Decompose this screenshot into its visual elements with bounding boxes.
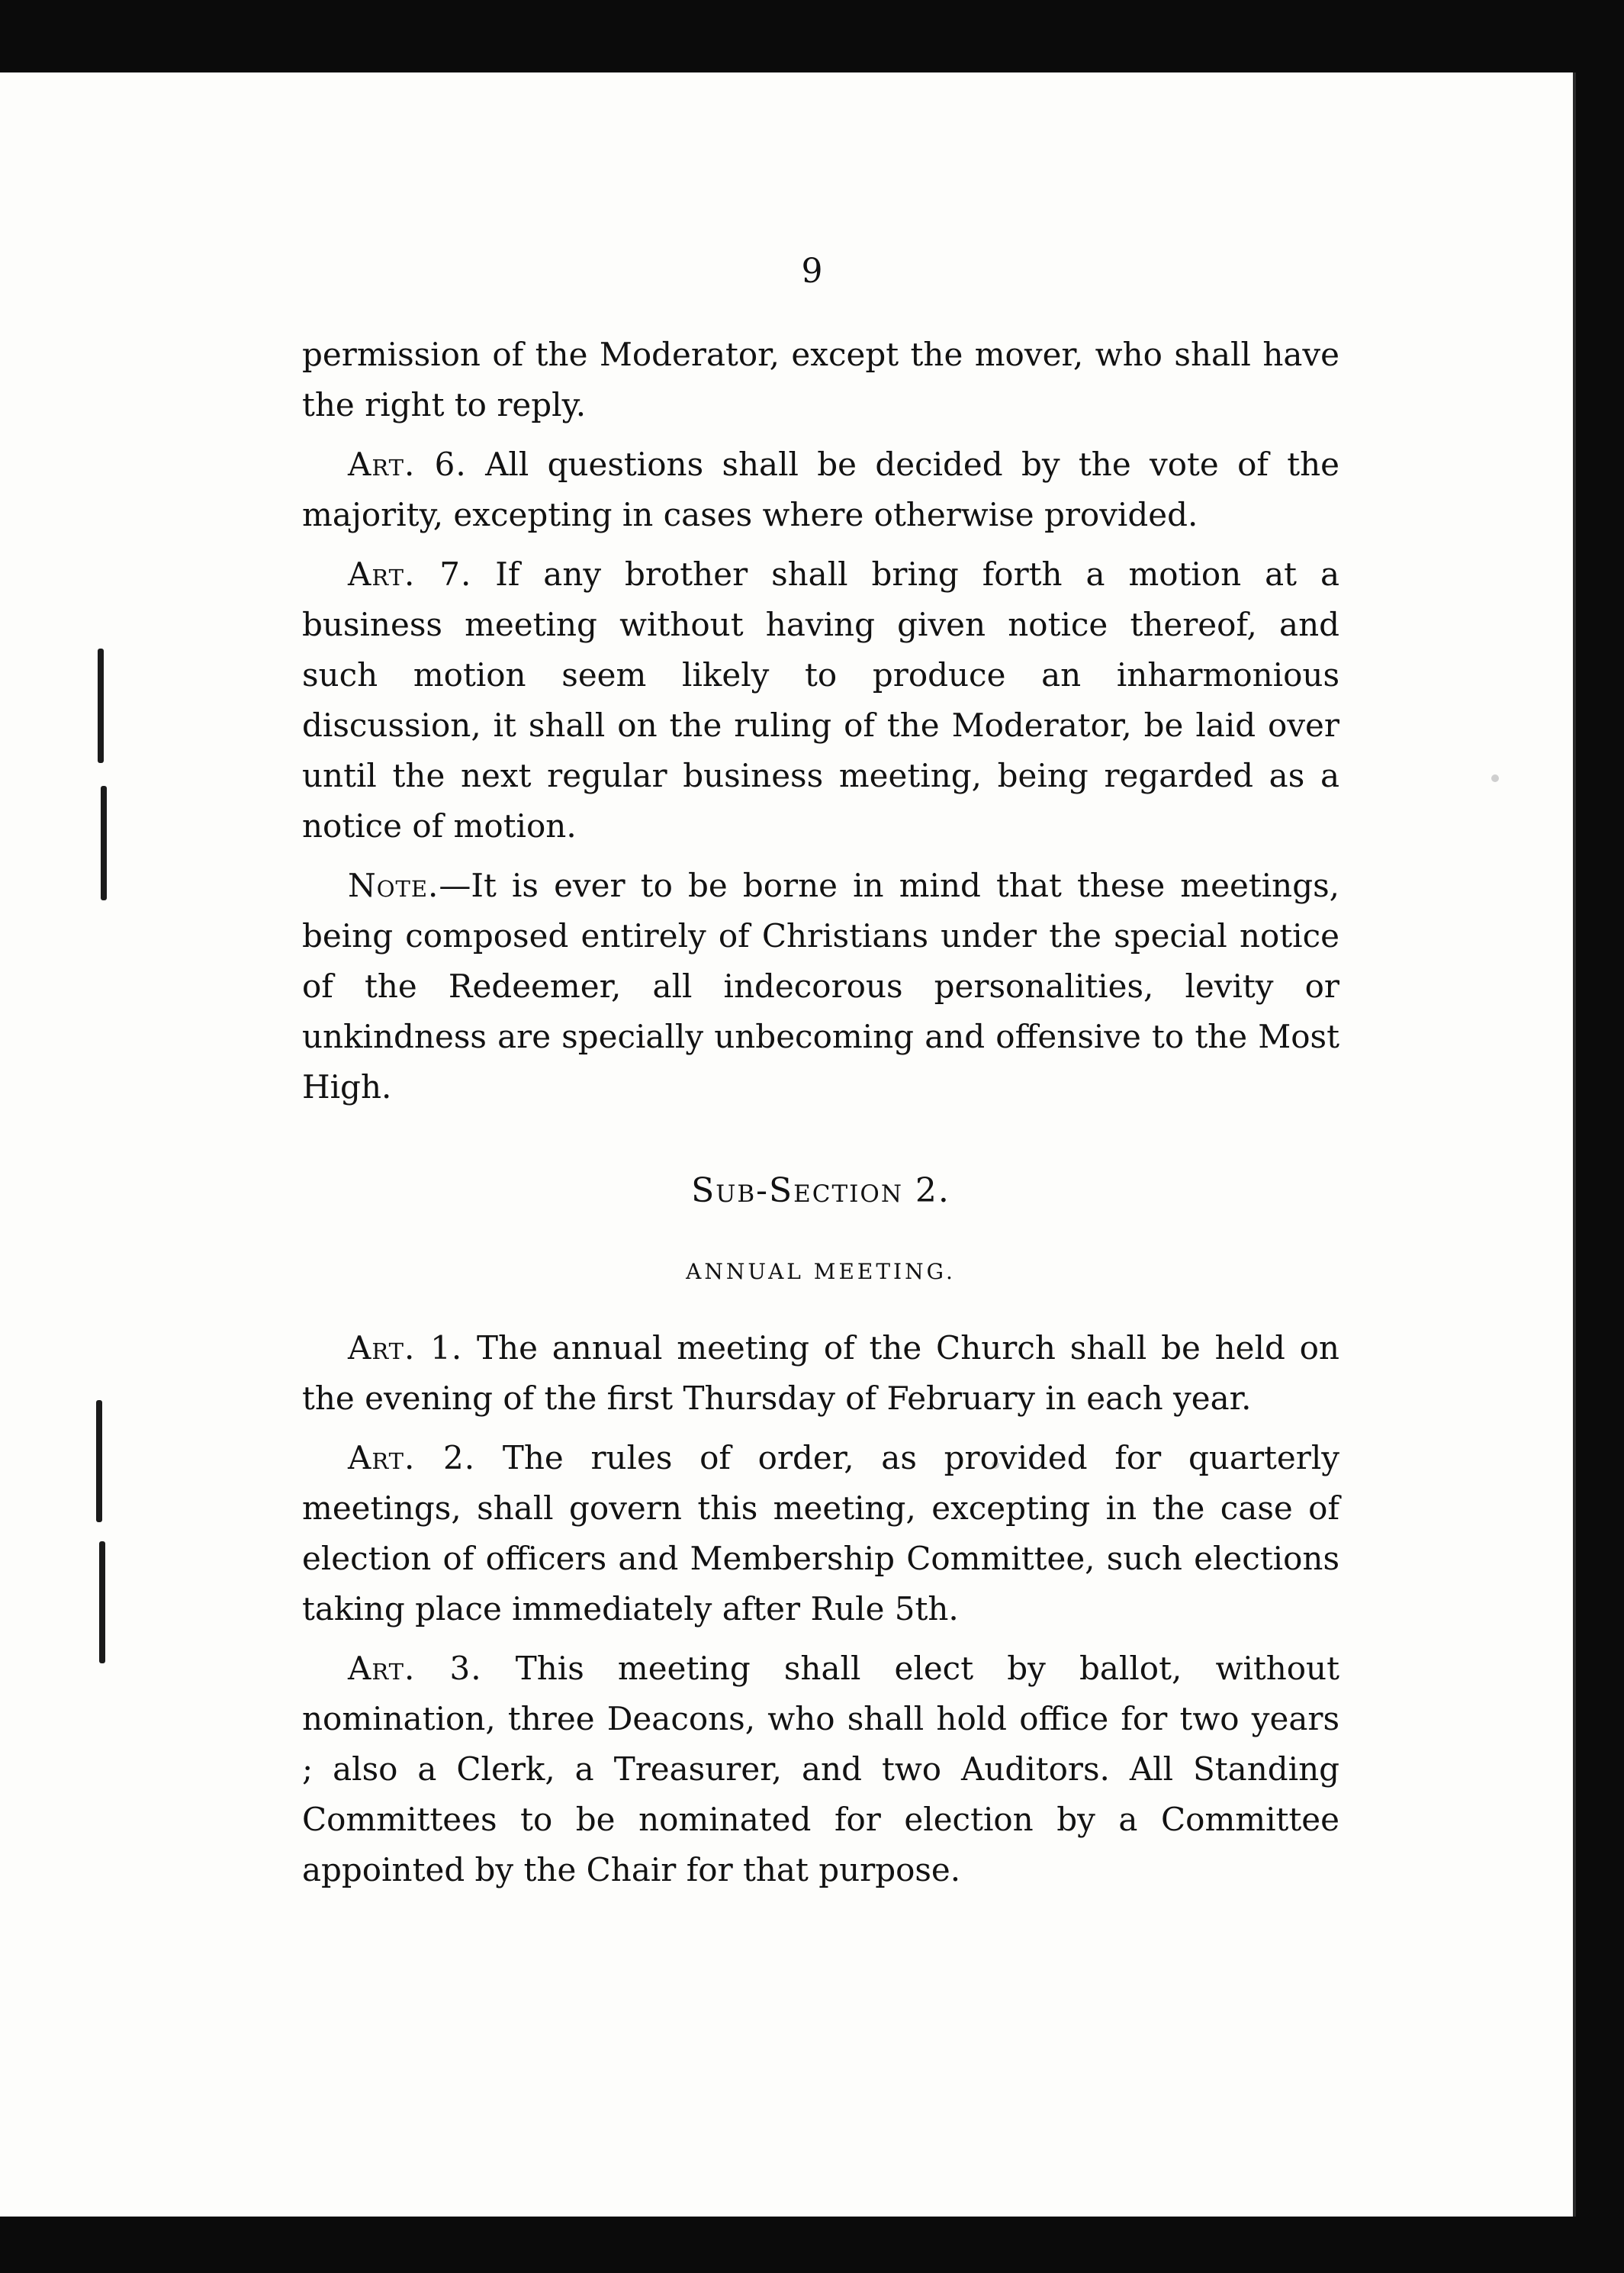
article-7 xyxy=(302,549,1339,852)
section-subheading: ANNUAL MEETING. xyxy=(686,1259,956,1284)
section-heading: Sub-Section 2. xyxy=(691,1171,950,1210)
annual-article-1 xyxy=(302,1323,1339,1424)
binding-mark xyxy=(99,1541,105,1663)
binding-mark xyxy=(98,649,104,763)
paper-speck xyxy=(1491,774,1499,782)
article-text: All questions shall be decided by the vote of the majority, excepting in cases where otherwise provided. xyxy=(302,446,1340,533)
article-label: Art. 6. xyxy=(348,446,467,483)
article-text: The annual meeting of the Church shall be held on the evening of the first Thursday of February in each year. xyxy=(302,1329,1339,1417)
note-label: Note. xyxy=(348,867,439,904)
article-label: Art. 1. xyxy=(348,1329,463,1367)
article-text: This meeting shall elect by ballot, without nomination, three Deacons, who shall hold office for two years ; also a Clerk, a Treasurer, and two Auditors. All Standing Committees to be nominated for election by a Committee appointed by the Chair for that purpose. xyxy=(302,1650,1339,1888)
note-paragraph xyxy=(302,861,1339,1112)
note-text: —It is ever to be borne in mind that these meetings, being composed entirely of Christians under the special notice of the Redeemer, all indecorous personalities, levity or unkindness are specially unbecoming and offensive to the Most High. xyxy=(302,867,1339,1106)
article-label: Art. 7. xyxy=(348,555,472,593)
paragraph-continuation xyxy=(302,330,1339,430)
binding-mark xyxy=(96,1400,102,1522)
paragraph-text: permission of the Moderator, except the mover, who shall have the right to reply. xyxy=(302,336,1339,423)
document-body xyxy=(302,330,1339,1904)
article-text: If any brother shall bring forth a motion at a business meeting without having given notice thereof, and such motion seem likely to produce an inharmonious discussion, it shall on the ruling of the Moderator, be laid over until the next regular business meeting, being regarded as a notice of motion. xyxy=(302,555,1339,845)
page-number: 9 xyxy=(801,252,823,291)
annual-article-3 xyxy=(302,1644,1339,1895)
annual-article-2 xyxy=(302,1433,1339,1634)
article-label: Art. 3. xyxy=(348,1650,482,1687)
article-label: Art. 2. xyxy=(348,1439,476,1476)
article-6 xyxy=(302,439,1339,540)
article-text: The rules of order, as provided for quarterly meetings, shall govern this meeting, excepting in the case of election of officers and Membership Committee, such elections taking place immediately after Rule 5th. xyxy=(302,1439,1339,1627)
binding-mark xyxy=(101,786,107,900)
